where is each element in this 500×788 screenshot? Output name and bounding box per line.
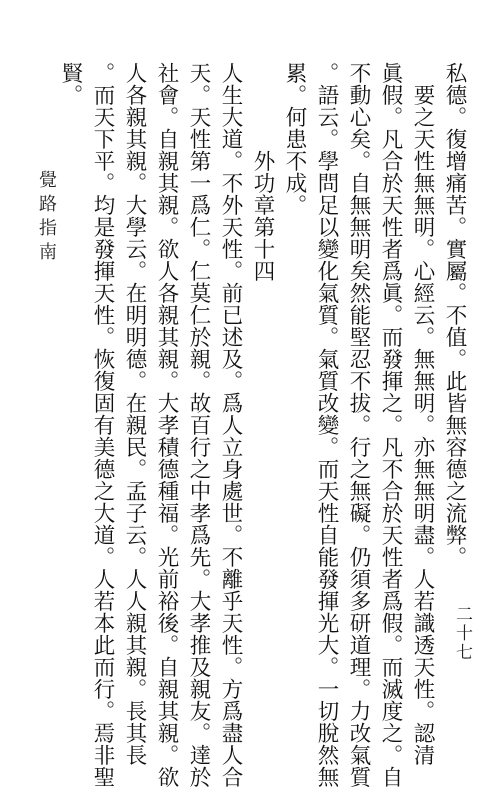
book-title: 覺路指南 [36,170,57,266]
text-column-5: 。語云。學問足以變化氣質。氣質改變。而天性自能發揮光大。一切脫然無 [314,62,339,788]
text-column-12: 。而天下平。均是發揮天性。恢復固有美德之大道。人若本此而行。焉非聖 [90,62,115,788]
text-column-6: 累。何患不成。 [282,62,307,216]
text-column-2: 要之天性無無明。心經云。無無明。亦無無明盡。人若識透天性。認清 [410,84,435,766]
text-column-8: 人生大道。不外天性。前已述及。爲人立身處世。不離乎天性。方爲盡人合 [218,62,243,788]
text-column-9: 天。天性第一爲仁。仁莫仁於親。故百行之中孝爲先。大孝推及親友。達於 [186,62,211,788]
page-number: 二十七 [452,605,472,662]
text-column-11: 人各親其親。大學云。在明明德。在親民。孟子云。人人親其親。長其長 [122,62,147,766]
chapter-heading: 外功章第十四 [250,150,275,282]
text-column-1: 私德。復增痛苦。實屬。不值。此皆無容德之流弊。 [442,62,467,568]
text-column-4: 不動心矣。自無無明矣然能堅忍不拔。行之無礙。仍須多研道理。力改氣質 [346,62,371,788]
text-column-13: 賢。 [58,62,83,106]
text-column-3: 眞假。凡合於天性者爲眞。而發揮之。凡不合於天性者爲假。而滅度之。自 [378,62,403,788]
text-column-10: 社會。自親其親。欲人各親其親。大孝積德種福。光前裕後。自親其親。欲 [154,62,179,788]
